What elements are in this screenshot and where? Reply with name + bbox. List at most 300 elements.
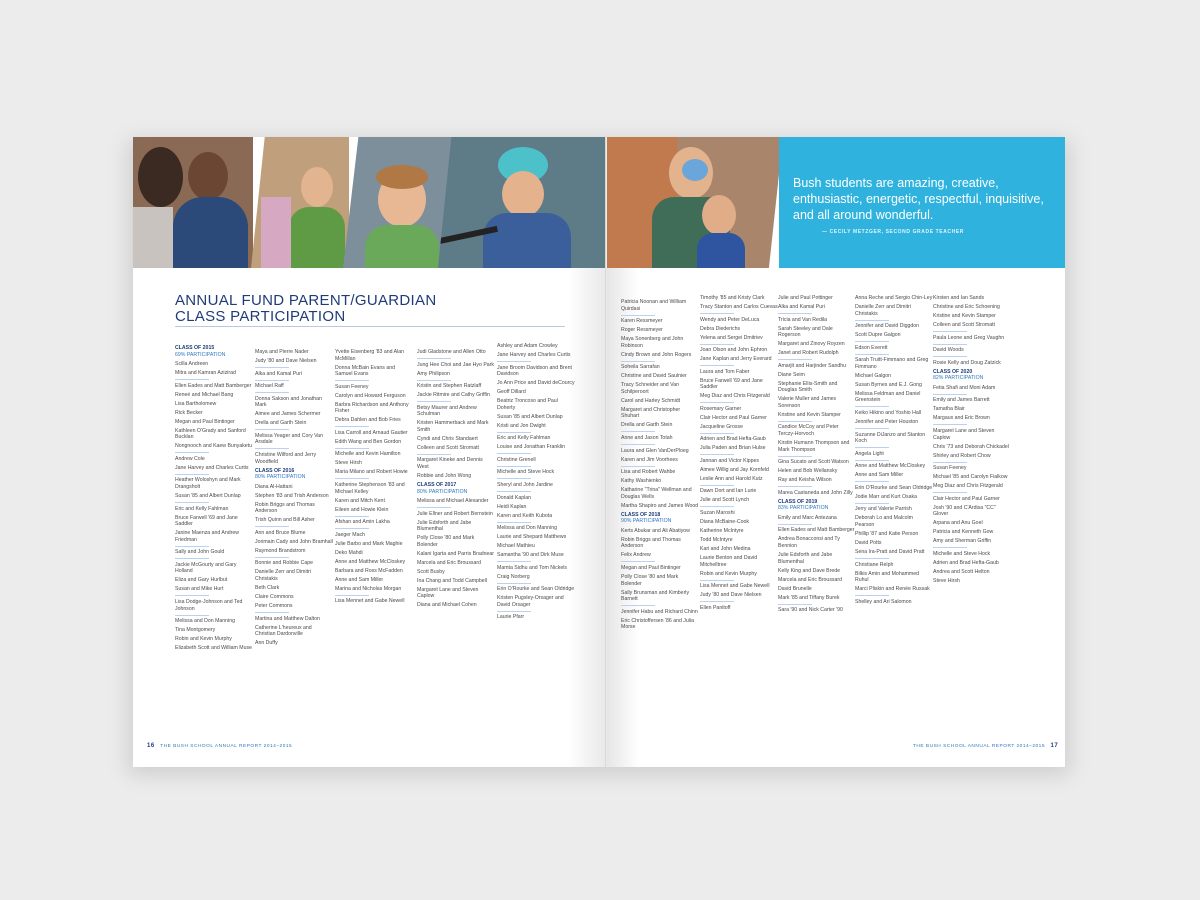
donor-name: Susan Feeney	[335, 383, 369, 390]
donor-name: Lisa Mennet and Gabe Newell	[700, 583, 770, 590]
donor-name: Betsy Maurer and Andrew Schulman	[417, 404, 477, 418]
donor-name: Angela Light	[855, 450, 884, 457]
donor-name: Shirley and Robert Chow	[933, 452, 991, 459]
group-divider	[700, 365, 734, 366]
donor-name: Susan Byrnes and E.J. Gong	[855, 381, 922, 388]
donor-name: Laurie Pfarr	[497, 614, 525, 621]
donor-name: Reneé and Michael Bang	[175, 391, 234, 398]
donor-name: Mark '85 and Tiffany Burek	[778, 594, 840, 601]
donor-name: Maria Milano and Robert Howie	[335, 469, 408, 476]
donor-name: Tracy Stanton and Carlos Cuevas	[700, 303, 778, 310]
group-divider	[417, 507, 451, 508]
donor-name: Jackie McGourty and Gary Holland	[175, 561, 237, 575]
donor-name: Jacqueline Grosse	[700, 423, 743, 430]
donor-name: Sarah Truitt-Fimmano and Greg Fimmano	[855, 357, 929, 370]
group-divider	[335, 426, 369, 427]
donor-name: Jane Broom Davidson and Brent Davidson	[497, 364, 572, 378]
group-divider	[700, 433, 734, 434]
group-divider	[700, 506, 734, 507]
brochure-spread	[133, 137, 1065, 767]
donor-name: Steve Hirsh	[335, 460, 362, 467]
group-divider	[933, 424, 967, 425]
group-divider	[335, 528, 369, 529]
group-divider	[855, 595, 889, 596]
donor-name: Meg Diaz and Chris Fitzgerald	[700, 393, 770, 400]
donor-name: Amy Philipson	[417, 370, 450, 377]
donor-name: Josh '90 and C'Ardisa "CC" Glover	[933, 504, 996, 518]
donor-name: Timothy '85 and Kristy Clark	[700, 295, 765, 301]
donor-name: Michael Raff	[255, 383, 284, 390]
group-divider	[621, 361, 655, 362]
group-divider	[621, 466, 655, 467]
donor-name: Kari and John Medina	[700, 545, 751, 552]
group-divider	[621, 561, 655, 562]
donor-name: Donna McBain Evans and Samuel Evans	[335, 364, 395, 378]
donor-name: Laura and Glen VanDerPloeg	[621, 447, 689, 454]
donor-name: Kristin and Stephen Ratzlaff	[417, 383, 482, 390]
donor-name: Julia Paden and Brian Hulse	[700, 445, 766, 452]
donor-name: Craig Norberg	[497, 573, 530, 580]
donor-name: Sena Ira-Pratt and David Pratt	[855, 548, 925, 555]
donor-name: Barbara and Ross McFadden	[335, 567, 403, 574]
donor-name: Robin Briggs and Thomas Anderson	[255, 501, 315, 515]
donor-name: Sara '90 and Nick Carter '90	[778, 607, 843, 614]
donor-name: Jane Harvey and Charles Curtis	[175, 464, 249, 471]
group-divider	[497, 361, 531, 362]
donor-name: Kristen Pugsley-Orsager and David Orsager	[497, 595, 564, 608]
donor-name: Ellen Panitoff	[700, 604, 731, 611]
group-divider	[175, 379, 209, 380]
donor-name: Edith Wang and Ben Gordon	[335, 438, 402, 445]
group-divider	[933, 462, 967, 463]
group-divider	[933, 492, 967, 493]
group-divider	[335, 595, 369, 596]
group-divider	[175, 595, 209, 596]
donor-name: Diana and Michael Cohen	[417, 602, 477, 609]
group-divider	[621, 605, 655, 606]
donor-name: Stephanie Ellis-Smith and Douglas Smith	[778, 380, 838, 394]
donor-name: Margaret and Zinovy Royzen	[778, 341, 845, 348]
donor-name: Susan '85 and Albert Dunlap	[175, 492, 241, 499]
group-divider	[621, 315, 655, 316]
donor-name: Melissa and Don Manning	[175, 618, 235, 625]
group-divider	[778, 456, 812, 457]
group-divider	[700, 344, 734, 345]
group-divider	[175, 615, 209, 616]
donor-name: Gina Sucato and Scott Watson	[778, 459, 849, 466]
donor-name: Karen and Mitch Kent	[335, 497, 385, 504]
donor-name: Bilkis Amin and Mohammed Ruhul	[855, 570, 920, 584]
donor-name: Emily and James Barrett	[933, 397, 990, 404]
donor-name: Yelena and Sergei Dmitriev	[700, 334, 763, 341]
class-heading: CLASS OF 2019	[778, 498, 818, 505]
donor-name: Beth Clark	[255, 585, 280, 592]
participation-rate: 80% PARTICIPATION	[255, 474, 306, 481]
left-footer-text: THE BUSH SCHOOL ANNUAL REPORT 2014–2015	[160, 744, 293, 749]
donor-name: Bruce Farwell '69 and Jane Saddler	[175, 514, 238, 528]
donor-name: Maya Sonenberg and John Robinson	[621, 336, 684, 349]
donor-name: Polly Close '80 and Mark Bolender	[621, 573, 679, 587]
donor-name: Karen Ressmeyer	[621, 318, 663, 325]
group-divider	[700, 580, 734, 581]
donor-name: Samantha '90 and Dirk Muse	[497, 552, 564, 559]
group-divider	[855, 447, 889, 448]
donor-name: Aimee and James Schermer	[255, 411, 321, 418]
donor-name: Sheryl and John Jardine	[497, 481, 553, 488]
right-page	[607, 137, 1065, 767]
donor-name: Edson Everett	[855, 344, 888, 351]
donor-name: Anne and Sam Miller	[855, 472, 904, 479]
right-footer	[913, 743, 1058, 749]
donor-name: Tina Montgomery	[175, 627, 216, 634]
group-divider	[255, 367, 289, 368]
quote-panel	[779, 137, 1065, 268]
donor-name: Eric Christoffersen '86 and Julia Morse	[621, 617, 694, 631]
group-divider	[778, 359, 812, 360]
donor-name: Marcela and Eric Broussard	[778, 576, 843, 583]
group-divider	[335, 516, 369, 517]
group-divider	[175, 452, 209, 453]
donor-name: Suzan Maroshi	[700, 510, 735, 517]
student-photo-2	[251, 137, 349, 268]
donor-name: Rick Becker	[175, 409, 203, 416]
group-divider	[175, 546, 209, 547]
group-divider	[855, 406, 889, 407]
donor-name: Margaret Kineke and Dennis West	[417, 457, 483, 471]
group-divider	[255, 557, 289, 558]
donor-name: Nongnooch and Kaew Bunyaketu	[175, 443, 253, 450]
group-divider	[417, 454, 451, 455]
left-page-number: 16	[147, 743, 155, 749]
group-divider	[700, 485, 734, 486]
donor-name: Susan '85 and Albert Dunlap	[497, 413, 563, 420]
donor-name: Jennifer and Peter Houston	[855, 419, 919, 425]
donor-name: Melissa Yeager and Cory Van Arsdale	[255, 432, 323, 446]
donor-name: Mitra and Kamran Azizirad	[175, 370, 236, 377]
donor-name: Cindy Brown and John Rogers	[621, 351, 692, 358]
donor-name: Lisa and Robert Wahbe	[621, 469, 676, 476]
donor-name: Heidi Kaplan	[497, 503, 527, 510]
donor-name: Louise and Jonathan Franklin	[497, 444, 566, 451]
donor-name: Katharine "Trina" Wellman and Douglas Wells	[621, 487, 692, 500]
donor-name: Peter Commons	[255, 603, 293, 609]
donor-name: Janine Maenza and Andrew Friedman	[175, 530, 240, 543]
donor-name: Jackie Ritmire and Cathy Griffin	[417, 392, 490, 399]
donor-name: Debra Diederichs	[700, 325, 741, 332]
participation-rate: 82% PARTICIPATION	[933, 375, 984, 382]
donor-name: Robbie and John Wong	[417, 473, 472, 479]
donor-name: Kirstin Humann Thompson and Mark Thompson	[778, 439, 850, 453]
donor-name: Marci Pliskin and Renée Russak	[855, 586, 930, 593]
donor-name: Karen and Keith Kubota	[497, 512, 553, 519]
donor-name: Meg Diaz and Chris Fitzgerald	[933, 483, 1003, 490]
group-divider	[497, 583, 531, 584]
donor-name: Anne and Matthew McCloskey	[855, 463, 926, 470]
donor-column	[855, 295, 933, 608]
group-divider	[255, 429, 289, 430]
donor-name: Robin Briggs and Thomas Anderson	[621, 536, 681, 550]
donor-name: Ann and Bruce Blume	[255, 529, 306, 536]
donor-name: Shelley and Ari Salomon	[855, 598, 912, 605]
donor-name: Clair Hector and Paul Garner	[700, 414, 767, 421]
donor-name: Aimee Willig and Jay Kornfeld	[700, 466, 769, 473]
quote-text: Bush students are amazing, creative, enthusiastic, energetic, respectful, inquisitive, and all around wonderful.	[793, 176, 1044, 222]
donor-name: Anne and Sam Miller	[335, 576, 384, 583]
donor-name: Jung Hee Choi and Jae Hyo Park	[417, 361, 494, 368]
donor-name: Andrew Cole	[175, 455, 205, 462]
donor-name: Jannan and Victor Kippes	[700, 457, 760, 464]
donor-name: Tamatha Blair	[933, 406, 965, 413]
group-divider	[417, 358, 451, 359]
donor-name: Afshan and Amin Lakha	[335, 519, 390, 526]
donor-name: Kirsten and Ian Sands	[933, 295, 985, 301]
donor-name: Deborah Lo and Malcolm Pearson	[855, 515, 913, 529]
donor-name: Kelly King and Dave Brede	[778, 567, 840, 574]
group-divider	[700, 454, 734, 455]
donor-name: Diana McBaine-Cook	[700, 519, 750, 526]
donor-name: Erin O'Rourke and Sean Oldridge	[855, 484, 933, 491]
group-divider	[933, 547, 967, 548]
group-divider	[497, 466, 531, 467]
group-divider	[175, 502, 209, 503]
student-photo-5	[607, 137, 783, 268]
group-divider	[778, 524, 812, 525]
title-line-2: CLASS PARTICIPATION	[175, 308, 346, 325]
donor-name: Colleen and Scott Stromatt	[417, 444, 479, 451]
donor-name: Jerry and Valerie Parrish	[855, 506, 912, 513]
donor-name: Chris '73 and Deborah Chickadel	[933, 443, 1009, 450]
donor-name: Margaret and Christopher Shuhart	[621, 406, 681, 420]
donor-name: Fetia Shafi and Moni Adam	[933, 384, 996, 391]
donor-name: Bruce Farwell '69 and Jane Saddler	[700, 377, 763, 391]
donor-name: Lisa Mennet and Gabe Newell	[335, 598, 405, 605]
participation-rate: 69% PARTICIPATION	[175, 351, 226, 358]
donor-name: Clair Hector and Paul Garner	[933, 495, 1000, 502]
donor-name: Jorimain Cady and John Bramhall	[255, 538, 333, 545]
donor-name: Martha Shapiro and James Wood	[621, 502, 699, 509]
donor-name: Patricia and Kenneth Gow	[933, 529, 994, 536]
group-divider	[255, 612, 289, 613]
donor-name: Phillip '87 and Katie Person	[855, 531, 919, 538]
group-divider	[621, 431, 655, 432]
donor-name: Yvette Eisenberg '83 and Alan McMillan	[335, 349, 405, 362]
donor-name: Carol and Harley Schmidt	[621, 397, 681, 404]
donor-name: Michael Mathieu	[497, 543, 535, 550]
donor-column	[700, 295, 778, 614]
group-divider	[855, 481, 889, 482]
donor-name: Ray and Keisha Wilson	[778, 477, 832, 484]
donor-name: Trish Quinn and Bill Asher	[255, 517, 315, 524]
donor-name: Elizabeth Scott and William Muse	[175, 645, 252, 652]
donor-name: Claire Commons	[255, 594, 294, 601]
donor-name: Julie and Scott Lynch	[700, 497, 750, 504]
donor-name: Scott Dupre Galgon	[855, 332, 901, 339]
donor-name: Laurie Benton and David Mitchelltree	[700, 554, 758, 568]
donor-name: Beatriz Troncoso and Paul Doherty	[497, 398, 558, 411]
group-divider	[855, 354, 889, 355]
left-footer	[147, 743, 292, 749]
donor-name: Ina Chang and Todd Campbell	[417, 577, 487, 584]
group-divider	[778, 421, 812, 422]
donor-name: Margaret Lane and Steven Caplow	[417, 586, 479, 600]
donor-name: Catherine L'heureux and Christian Dardonville	[255, 624, 312, 638]
donor-name: Kathleen O'Grady and Sanford Bucklan	[175, 427, 246, 441]
participation-rate: 80% PARTICIPATION	[417, 488, 468, 495]
donor-name: Marina and Nicholas Morgan	[335, 585, 402, 592]
class-heading: CLASS OF 2017	[417, 481, 457, 488]
donor-name: Judy '80 and Dave Nielsen	[700, 592, 762, 599]
group-divider	[778, 313, 812, 314]
donor-name: Megan and Paul Bintinger	[621, 564, 681, 571]
donor-name: Julie Edsforth and Jabe Blumenthal	[778, 552, 833, 565]
donor-name: Helen and Bob Wellansky	[778, 468, 838, 475]
donor-name: Eileen and Howie Klein	[335, 506, 389, 513]
group-divider	[255, 526, 289, 527]
donor-name: Jennifer and David Diggdon	[855, 323, 920, 330]
group-divider	[417, 380, 451, 381]
donor-name: Tracy Schneider and Van Schilperoort	[621, 382, 679, 395]
donor-name: Robin and Kevin Murphy	[700, 570, 757, 577]
participation-rate: 90% PARTICIPATION	[621, 518, 672, 525]
group-divider	[497, 453, 531, 454]
donor-name: Judy '80 and Dave Nielsen	[255, 357, 317, 364]
left-page	[133, 137, 605, 767]
donor-name: David Woods	[933, 347, 964, 354]
donor-name: Jane Harvey and Charles Curtis	[497, 351, 571, 358]
group-divider	[700, 313, 734, 314]
donor-name: Christine Grenell	[497, 456, 536, 463]
donor-name: Christiane Relph	[855, 561, 894, 568]
donor-column	[417, 349, 495, 611]
donor-name: Margaret Lane and Steven Caplow	[933, 427, 995, 441]
donor-name: Ellen Eades and Matt Bamberger	[778, 527, 855, 534]
donor-name: Jo Ann Price and David deCourcy	[497, 380, 575, 387]
donor-name: Raymond Brandstrom	[255, 547, 306, 554]
donor-name: Michael '85 and Carolyn Fialkow	[933, 474, 1008, 481]
donor-name: Stephen '83 and Trish Anderson	[255, 492, 329, 499]
group-divider	[933, 394, 967, 395]
donor-name: Ashley and Adam Crowley	[497, 343, 558, 349]
donor-name: Laura and Tom Faber	[700, 368, 750, 375]
student-photo-3	[343, 137, 453, 268]
group-divider	[497, 432, 531, 433]
group-divider	[497, 491, 531, 492]
donor-name: Valerie Muller and James Sorenson	[778, 396, 837, 409]
donor-name: Lisa Dodge-Johnson and Ted Johnson	[175, 599, 243, 612]
donor-name: Kristi and Jon Dwight	[497, 422, 546, 429]
donor-name: Drella and Garth Stein	[255, 420, 307, 427]
group-divider	[855, 503, 889, 504]
donor-name: Margaux and Eric Brown	[933, 415, 990, 422]
donor-name: Marcela and Eric Broussard	[417, 559, 482, 566]
donor-column	[335, 349, 413, 607]
group-divider	[855, 428, 889, 429]
donor-name: Julie Edsforth and Jabe Blumenthal	[417, 519, 472, 533]
donor-name: Joan Olson and John Ephron	[700, 347, 768, 354]
donor-name: Melissa and Michael Alexander	[417, 498, 489, 505]
group-divider	[255, 392, 289, 393]
donor-column	[933, 295, 1011, 587]
donor-name: Robin and Kevin Murphy	[175, 636, 232, 643]
group-divider	[933, 344, 967, 345]
donor-name: Todd McIntyre	[700, 536, 733, 543]
donor-name: Diana Al-Hattani	[255, 483, 293, 490]
donor-name: Jaeger Mach	[335, 531, 365, 538]
quote-attribution: — CECILY METZGER, SECOND GRADE TEACHER	[822, 229, 964, 235]
donor-name: Kristine and Kevin Stamper	[778, 411, 841, 418]
donor-name: Suzanne DiJanzo and Stanton Koch	[855, 431, 926, 445]
donor-name: Paula Leone and Greg Vaughn	[933, 334, 1005, 341]
donor-name: Geoff Dillard	[497, 389, 526, 396]
donor-name: David Potts	[855, 540, 882, 546]
group-divider	[778, 604, 812, 605]
donor-name: Julie and Paul Pottinger	[778, 295, 833, 301]
donor-name: Diane Seim	[778, 371, 805, 378]
donor-name: Megan and Paul Bintinger	[175, 418, 235, 425]
group-divider	[855, 460, 889, 461]
donor-name: Amy and Sherman Griffin	[933, 538, 992, 545]
donor-name: Laurie and Shepard Matthews	[497, 534, 567, 541]
group-divider	[778, 486, 812, 487]
donor-name: Cyndi and Chris Standaert	[417, 435, 478, 442]
donor-name: Sarah Steeley and Dale Rogerson	[778, 325, 833, 339]
donor-name: Anne and Matthew McCloskey	[335, 558, 406, 565]
donor-name: Alka and Kamal Puri	[778, 303, 825, 310]
class-heading: CLASS OF 2018	[621, 511, 661, 518]
donor-name: Arpana and Anu Goel	[933, 520, 983, 527]
group-divider	[497, 522, 531, 523]
donor-name: Drella and Garth Stein	[621, 422, 673, 429]
donor-name: Julie Barbo and Mark Maghie	[335, 540, 403, 547]
donor-name: Steve Hirsh	[933, 577, 960, 584]
title-rule	[175, 326, 565, 327]
donor-name: Sally Brunsman and Kimberly Barnett	[621, 589, 690, 603]
page-title	[175, 293, 436, 325]
donor-name: Leslie Ann and Harold Kutz	[700, 475, 763, 482]
title-line-1: ANNUAL FUND PARENT/GUARDIAN	[175, 292, 437, 309]
donor-name: Eric and Kelly Fahlman	[497, 435, 551, 442]
donor-name: Janet and Robert Rudolph	[778, 350, 839, 357]
donor-name: Jane Kaplan and Jerry Everard	[700, 356, 772, 363]
donor-name: Christine Wilford and Jerry Woodfield	[255, 452, 317, 465]
donor-name: Anne and Jason Totah	[621, 434, 673, 441]
donor-name: Julie Ellner and Robert Bernstein	[417, 510, 493, 517]
donor-name: Amarjit and Harjinder Sandhu	[778, 362, 847, 369]
donor-name: Soheila Sarrafan	[621, 364, 660, 371]
group-divider	[497, 561, 531, 562]
donor-name: Adrien and Brad Hefta-Gaub	[700, 436, 766, 443]
donor-name: Jodie Marr and Kurt Osaka	[855, 493, 917, 500]
donor-name: Christine and Eric Schoening	[933, 303, 1000, 310]
donor-column	[255, 349, 333, 649]
class-heading: CLASS OF 2020	[933, 368, 973, 375]
group-divider	[335, 478, 369, 479]
donor-name: Emily and Marc Antezana	[778, 514, 837, 521]
donor-name: Lisa Bartholomew	[175, 400, 217, 407]
group-divider	[335, 380, 369, 381]
group-divider	[417, 401, 451, 402]
donor-name: Katherine McIntyre	[700, 528, 744, 534]
donor-name: Andrea Bonacconsi and Ty Bennion	[778, 536, 840, 550]
donor-name: Christine and David Saulnier	[621, 373, 687, 380]
donor-name: Eric and Kelly Fahlman	[175, 505, 229, 512]
donor-name: Tricia and Van Redila	[778, 316, 828, 323]
right-footer-text: THE BUSH SCHOOL ANNUAL REPORT 2014–2015	[913, 744, 1046, 749]
donor-name: Danielle Zerr and Dimitri Christakis	[255, 569, 311, 583]
donor-name: Kristine and Kevin Stamper	[933, 312, 996, 319]
donor-name: Debra Dahlen and Bob Fries	[335, 417, 401, 424]
donor-name: Rosie Kelly and Doug Zatzick	[933, 359, 1001, 366]
